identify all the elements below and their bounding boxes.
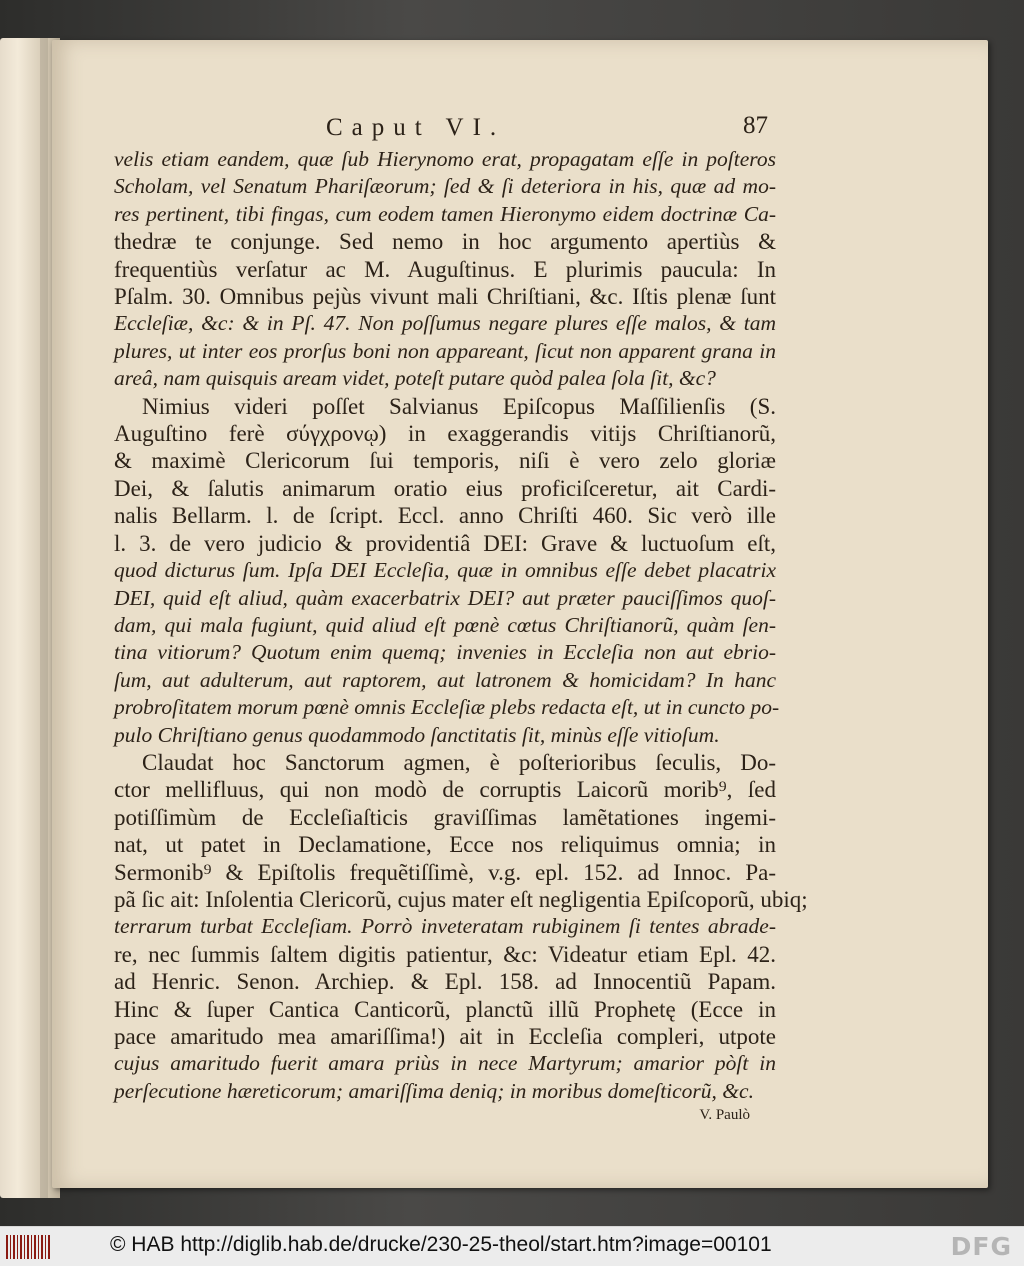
text-line: tina vitiorum? Quotum enim quemq; invenies in Eccleſia non aut ebrio- (114, 640, 776, 665)
text-line: nalis Bellarm. l. de ſcript. Eccl. anno Chriſti 460. Sic verò ille (114, 503, 776, 529)
text-line: nat, ut patet in Declamatione, Ecce nos reliquimus omnia; in (114, 832, 776, 858)
text-line: plures, ut inter eos prorſus boni non appareant, ſicut non apparent grana in (114, 338, 776, 363)
text-line: terrarum turbat Eccleſiam. Porrò inveteratam rubiginem ſi tentes abrade- (114, 914, 776, 939)
text-line: l. 3. de vero judicio & providentiâ DEI: Grave & luctuoſum eſt, (114, 530, 776, 556)
text-line: probroſitatem morum pœnè omnis Eccleſiæ plebs redacta eſt, ut in cuncto po- (114, 695, 780, 720)
page-body (114, 146, 808, 1105)
dfg-logo: DFG (950, 1232, 1012, 1261)
footer-bar (0, 1226, 1024, 1266)
text-line: cujus amaritudo fuerit amara priùs in nece Martyrum; amarior pòſt in (114, 1051, 776, 1076)
text-line: potiſſimùm de Eccleſiaſticis graviſſimas lamẽtationes ingemi- (114, 804, 776, 830)
book-page-edges (0, 38, 60, 1198)
text-line: Sermonib⁹ & Epiſtolis frequẽtiſſimè, v.g. epl. 152. ad Innoc. Pa- (114, 859, 776, 885)
text-line: Nimius videri poſſet Salvianus Epiſcopus Maſſilienſis (S. (142, 393, 776, 419)
footer-source-link[interactable]: © HAB http://diglib.hab.de/drucke/230-25-theol/start.htm?image=00101 (110, 1233, 772, 1256)
running-title: Caput VI. (326, 114, 506, 141)
text-line: Dei, & ſalutis animarum oratio eius proficiſceretur, ait Cardi- (114, 475, 776, 501)
text-line: & maximè Clericorum ſui temporis, niſi è vero zelo gloriæ (114, 448, 776, 474)
text-line: areâ, nam quisquis aream videt, poteſt putare quòd palea ſola ſit, &c? (114, 366, 716, 391)
page-text-block (114, 112, 808, 1125)
text-line: Claudat hoc Sanctorum agmen, è poſterioribus ſeculis, Do- (142, 749, 776, 775)
text-line: pace amaritudo mea amariſſima!) ait in Eccleſia compleri, utpote (114, 1024, 776, 1049)
page-number: 87 (743, 112, 768, 139)
text-line: Scholam, vel Senatum Phariſæorum; ſed & ſi deteriora in his, quæ ad mo- (114, 174, 776, 199)
text-line: DEI, quid eſt aliud, quàm exacerbatrix DEI? aut præter pauciſſimos quoſ- (114, 585, 776, 610)
text-line: Auguſtino ferè σύγχρονῳ) in exaggerandis vitijs Chriſtianorũ, (114, 421, 776, 447)
text-line: velis etiam eandem, quæ ſub Hierynomo erat, propagatam eſſe in poſteros (114, 147, 776, 171)
text-line: res pertinent, tibi fingas, cum eodem tamen Hieronymo eidem doctrinæ Ca- (114, 201, 776, 226)
text-line: frequentiùs verſatur ac M. Auguſtinus. E plurimis paucula: In (114, 256, 776, 282)
text-line: Eccleſiæ, &c: & in Pſ. 47. Non poſſumus negare plures eſſe malos, & tam (114, 311, 776, 336)
text-line: ſum, aut adulterum, aut raptorem, aut latronem & homicidam? In hanc (114, 667, 776, 692)
text-line: Hinc & ſuper Cantica Canticorũ, planctũ illũ Prophetę (Ecce in (114, 996, 776, 1022)
text-line: pã ſic ait: Inſolentia Clericorũ, cujus mater eſt negligentia Epiſcoporũ, ubiq; (114, 886, 808, 912)
text-line: quod dicturus ſum. Ipſa DEI Eccleſia, quæ in omnibus eſſe debet placatrix (114, 558, 776, 583)
text-line: thedræ te conjunge. Sed nemo in hoc argumento apertiùs & (114, 229, 776, 255)
text-line: ad Henric. Senon. Archiep. & Epl. 158. ad Innocentiũ Papam. (114, 969, 776, 995)
barcode-icon (6, 1235, 50, 1259)
text-line: pulo Chriſtiano genus quodammodo ſanctitatis ſit, minùs eſſe vitioſum. (114, 722, 720, 747)
text-line: perſecutione hæreticorum; amariſſima deniq; in moribus domeſticorũ, &c. (114, 1078, 754, 1103)
book-page (52, 40, 988, 1188)
text-line: re, nec ſummis ſaltem digitis patientur, &c: Videatur etiam Epl. 42. (114, 941, 776, 967)
text-line: ctor mellifluus, qui non modò de corruptis Laicorũ morib⁹, ſed (114, 777, 776, 803)
catchword: V. Paulò (699, 1107, 750, 1124)
running-head (114, 112, 776, 146)
text-line: dam, qui mala fugiunt, quid aliud eſt pœnè cœtus Chriſtianorũ, quàm ſen- (114, 612, 776, 637)
text-line: Pſalm. 30. Omnibus pejùs vivunt mali Chriſtiani, &c. Iſtis plenæ ſunt (114, 284, 776, 310)
